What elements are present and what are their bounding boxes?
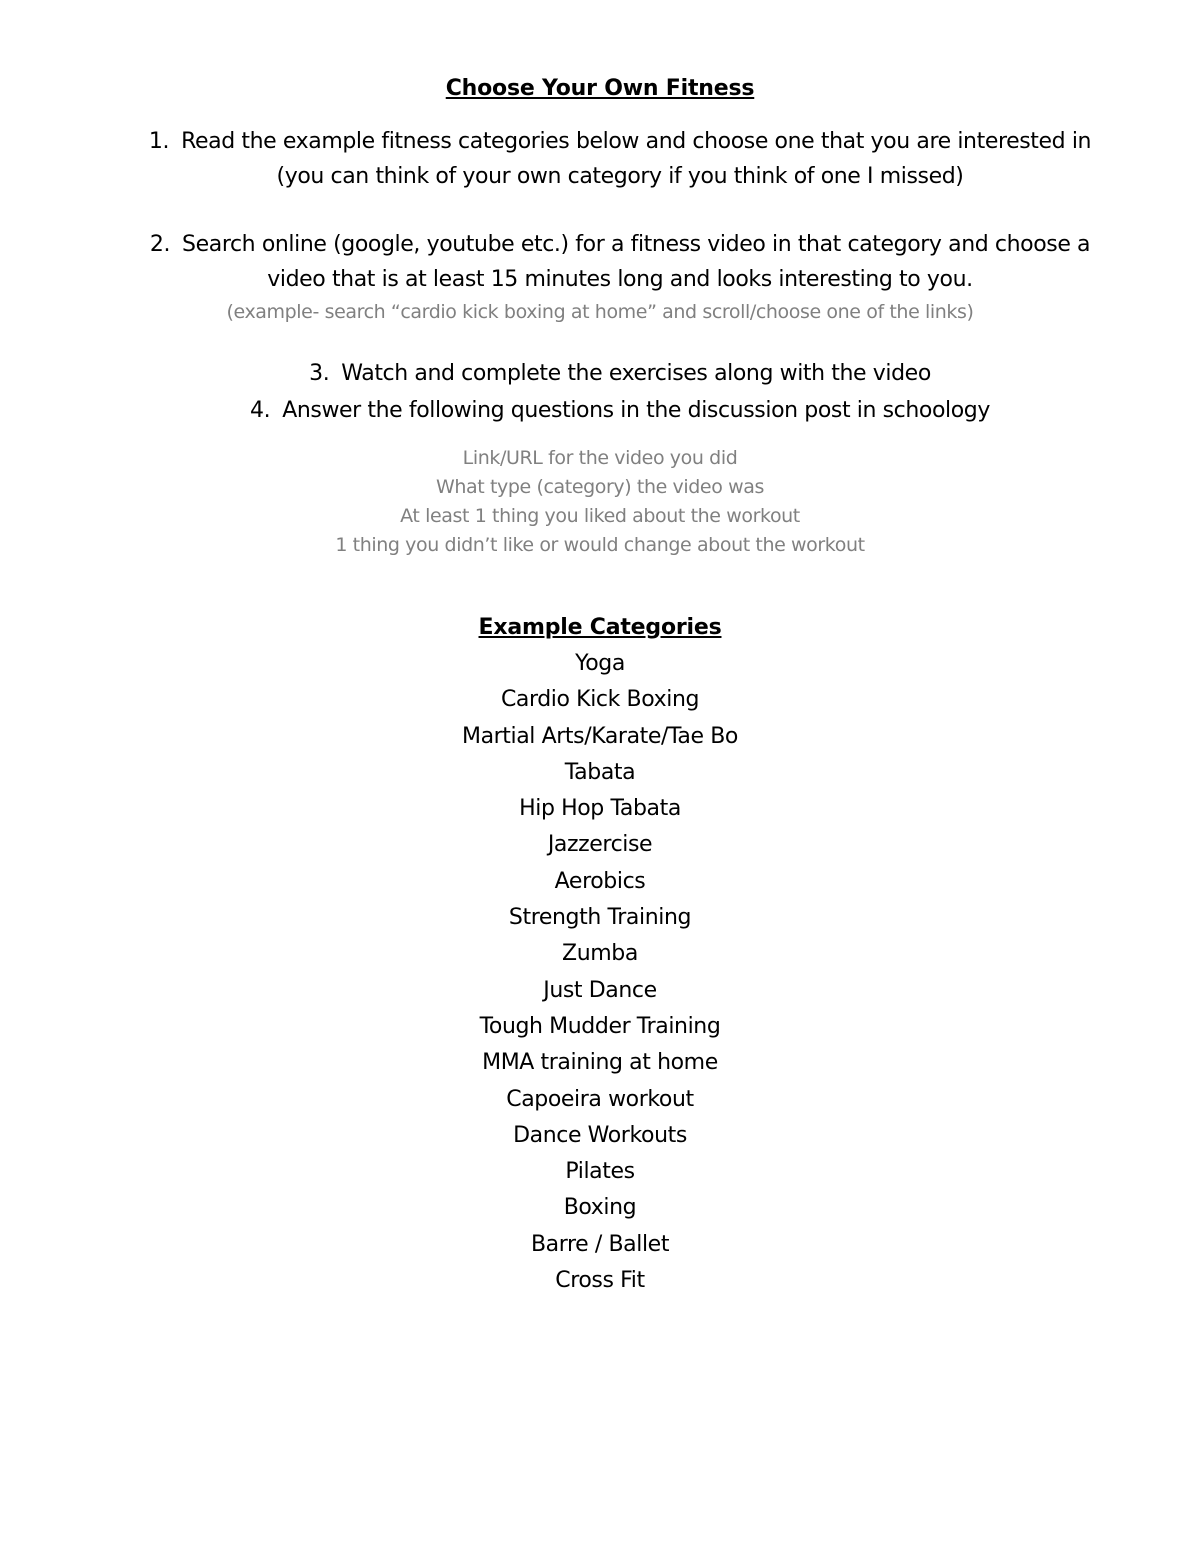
categories-list xyxy=(0,646,1200,1299)
step-2 xyxy=(120,227,1120,297)
step-1-number: 1. xyxy=(148,129,170,154)
step-2-hint: (example- search “cardio kick boxing at home” and scroll/choose one of the links) xyxy=(226,301,974,323)
category-item: Tabata xyxy=(564,759,636,785)
category-item: Pilates xyxy=(565,1159,635,1185)
step-4 xyxy=(120,393,1120,428)
category-item: Dance Workouts xyxy=(513,1122,687,1148)
category-item: Barre / Ballet xyxy=(530,1231,670,1257)
question-item: Link/URL for the video you did xyxy=(462,447,738,469)
category-item: Tough Mudder Training xyxy=(479,1013,721,1039)
category-item: Strength Training xyxy=(508,905,692,931)
category-item: Zumba xyxy=(562,941,638,967)
step-4-text: Answer the following questions in the discussion post in schoology xyxy=(282,398,990,423)
category-item: MMA training at home xyxy=(482,1050,718,1076)
question-item: 1 thing you didn’t like or would change about the workout xyxy=(335,534,865,556)
category-item: Hip Hop Tabata xyxy=(519,796,681,822)
category-item: Boxing xyxy=(563,1195,637,1221)
document-title: Choose Your Own Fitness xyxy=(445,76,755,101)
categories-heading: Example Categories xyxy=(478,615,722,640)
category-item: Cross Fit xyxy=(555,1268,645,1294)
step-3-number: 3. xyxy=(309,361,330,386)
question-item: What type (category) the video was xyxy=(436,476,764,498)
step-2-text: Search online (google, youtube etc.) for a fitness video in that category and choose a xyxy=(182,232,1091,257)
step-2-line-2: video that is at least 15 minutes long and looks interesting to you. xyxy=(267,267,973,292)
step-1 xyxy=(120,124,1120,194)
category-item: Cardio Kick Boxing xyxy=(500,687,700,713)
step-2-number: 2. xyxy=(149,232,171,257)
step-1-line-2: (you can think of your own category if you think of one I missed) xyxy=(276,164,964,189)
category-item: Just Dance xyxy=(543,977,657,1003)
step-4-number: 4. xyxy=(249,398,271,423)
category-item: Yoga xyxy=(575,651,625,676)
step-1-text: Read the example fitness categories below and choose one that you are interested in xyxy=(181,129,1092,154)
step-3-text: Watch and complete the exercises along with the video xyxy=(341,361,931,386)
step-1-line-1 xyxy=(120,124,1120,159)
discussion-questions xyxy=(0,444,1200,560)
category-item: Aerobics xyxy=(554,868,646,894)
question-item: At least 1 thing you liked about the workout xyxy=(400,505,800,527)
step-3 xyxy=(120,356,1120,391)
step-2-line-1 xyxy=(120,227,1120,262)
category-item: Martial Arts/Karate/Tae Bo xyxy=(461,723,738,749)
category-item: Jazzercise xyxy=(547,832,653,858)
category-item: Capoeira workout xyxy=(506,1086,694,1112)
